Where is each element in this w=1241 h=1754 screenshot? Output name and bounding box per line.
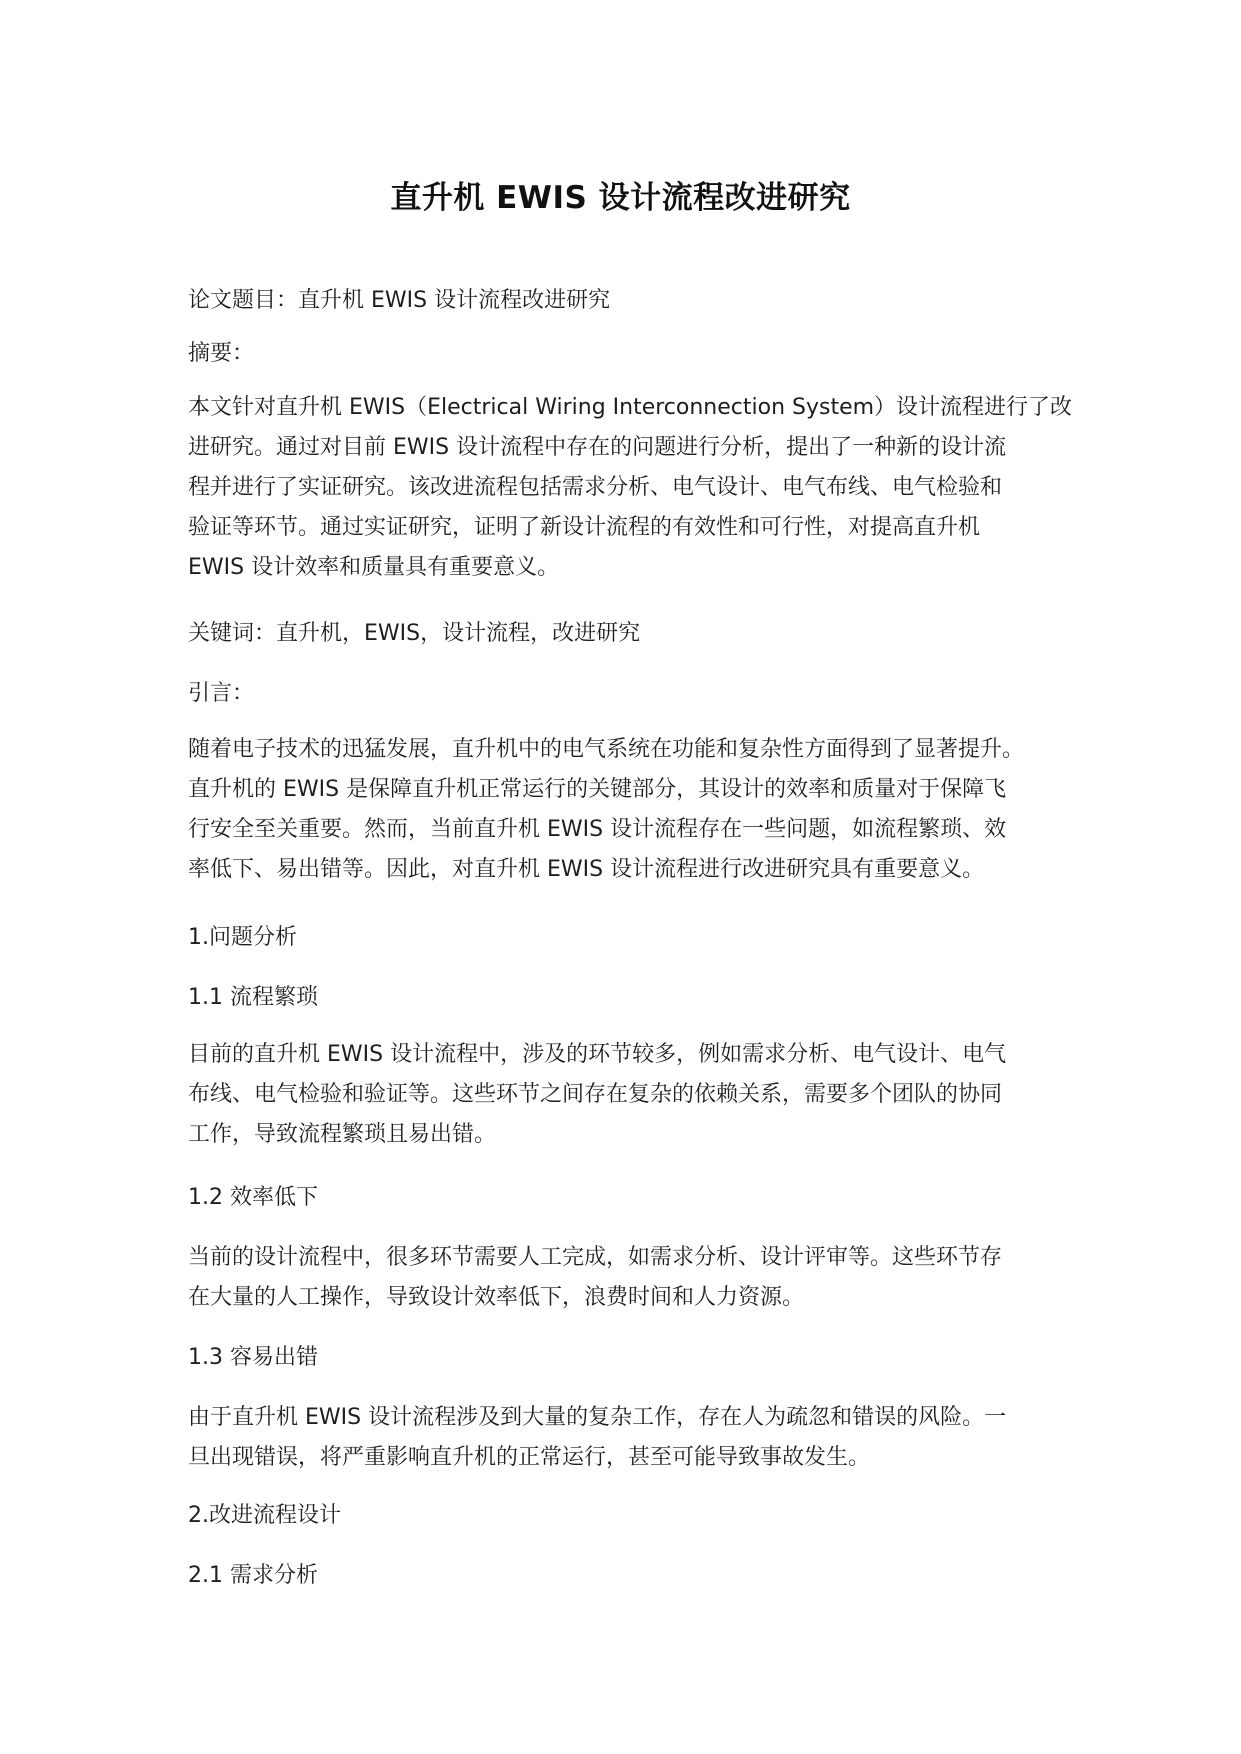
intro-line: 行安全至关重要。然而，当前直升机 EWIS 设计流程存在一些问题，如流程繁琐、效 <box>188 817 1007 842</box>
subsection-heading-1-1: 1.1 流程繁琐 <box>188 985 318 1010</box>
paragraph-line: 布线、电气检验和验证等。这些环节之间存在复杂的依赖关系，需要多个团队的协同 <box>188 1082 1003 1107</box>
document-title: 直升机 EWIS 设计流程改进研究 <box>390 180 851 216</box>
section-heading-2: 2.改进流程设计 <box>188 1503 341 1528</box>
paragraph-line: 当前的设计流程中，很多环节需要人工完成，如需求分析、设计评审等。这些环节存 <box>188 1245 1003 1270</box>
subsection-heading-2-1: 2.1 需求分析 <box>188 1563 318 1588</box>
intro-line: 随着电子技术的迅猛发展，直升机中的电气系统在功能和复杂性方面得到了显著提升。 <box>188 737 1025 762</box>
subsection-heading-1-2: 1.2 效率低下 <box>188 1185 318 1210</box>
intro-paragraph <box>188 730 1068 890</box>
paragraph-line: 工作，导致流程繁琐且易出错。 <box>188 1122 497 1147</box>
section-heading-1: 1.问题分析 <box>188 925 297 950</box>
intro-line: 直升机的 EWIS 是保障直升机正常运行的关键部分，其设计的效率和质量对于保障飞 <box>188 777 1007 802</box>
abstract-line: 程并进行了实证研究。该改进流程包括需求分析、电气设计、电气布线、电气检验和 <box>188 475 1003 500</box>
abstract-paragraph <box>188 388 1073 588</box>
subsection-1-3-paragraph <box>188 1398 1068 1478</box>
subsection-1-2-paragraph <box>188 1238 1068 1318</box>
abstract-label: 摘要： <box>188 341 255 366</box>
paragraph-line: 目前的直升机 EWIS 设计流程中，涉及的环节较多，例如需求分析、电气设计、电气 <box>188 1042 1007 1067</box>
intro-label: 引言： <box>188 681 255 706</box>
intro-line: 率低下、易出错等。因此，对直升机 EWIS 设计流程进行改进研究具有重要意义。 <box>188 857 985 882</box>
abstract-line: 验证等环节。通过实证研究，证明了新设计流程的有效性和可行性，对提高直升机 <box>188 515 981 540</box>
abstract-line: 本文针对直升机 EWIS（Electrical Wiring Interconnection System）设计流程进行了改 <box>188 395 1073 420</box>
abstract-line: 进研究。通过对目前 EWIS 设计流程中存在的问题进行分析，提出了一种新的设计流 <box>188 435 1007 460</box>
subsection-heading-1-3: 1.3 容易出错 <box>188 1345 318 1370</box>
paragraph-line: 在大量的人工操作，导致设计效率低下，浪费时间和人力资源。 <box>188 1285 805 1310</box>
subsection-1-1-paragraph <box>188 1035 1068 1155</box>
paragraph-line: 由于直升机 EWIS 设计流程涉及到大量的复杂工作，存在人为疏忽和错误的风险。一 <box>188 1405 1007 1430</box>
keywords: 关键词：直升机，EWIS，设计流程，改进研究 <box>188 621 641 646</box>
thesis-topic: 论文题目：直升机 EWIS 设计流程改进研究 <box>188 288 611 313</box>
abstract-line: EWIS 设计效率和质量具有重要意义。 <box>188 555 560 580</box>
paragraph-line: 旦出现错误，将严重影响直升机的正常运行，甚至可能导致事故发生。 <box>188 1445 871 1470</box>
